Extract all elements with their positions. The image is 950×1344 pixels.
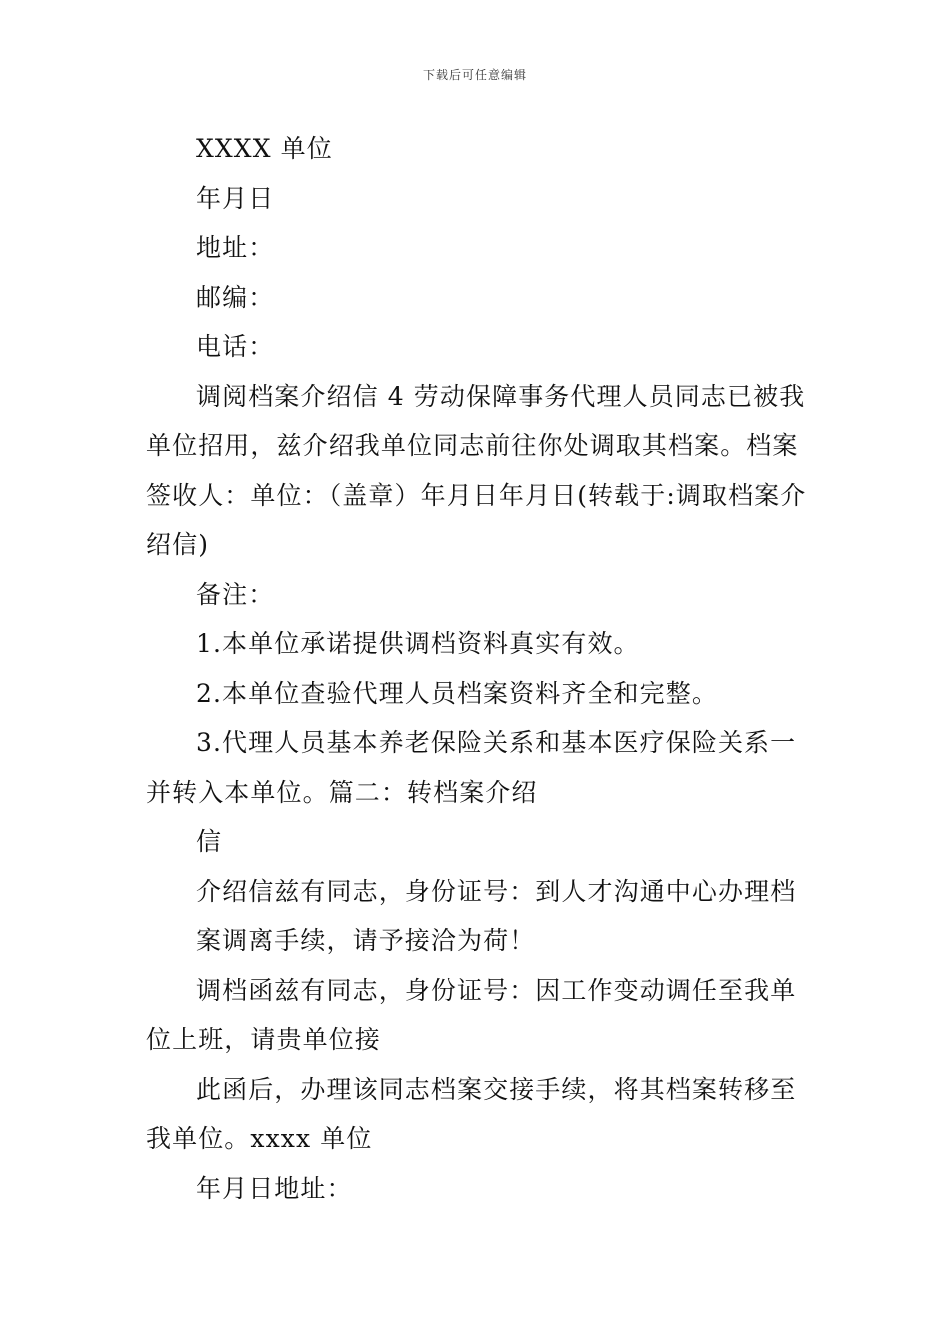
paragraph-letter: 调阅档案介绍信 4 劳动保障事务代理人员同志已被我单位招用，兹介绍我单位同志前往你处调取其档案。档案签收人：单位：（盖章）年月日年月日(转载于:调取档案介绍信) xyxy=(146,381,807,559)
paragraph-remark-1: 1.本单位承诺提供调档资料真实有效。 xyxy=(196,629,640,658)
paragraph-date: 年月日 xyxy=(196,183,275,213)
header-note: 下载后可任意编辑 xyxy=(422,68,527,82)
paragraph-remark-3: 3.代理人员基本养老保险关系和基本医疗保险关系一并转入本单位。篇二：转档案介绍 xyxy=(146,728,797,807)
paragraph-phone: 电话： xyxy=(196,332,275,361)
paragraph-remarks: 备注： xyxy=(196,579,275,609)
paragraph-address: 地址： xyxy=(196,233,275,262)
paragraph-postcode: 邮编： xyxy=(196,282,275,312)
paragraph-transfer-letter: 调档函兹有同志，身份证号：因工作变动调任至我单位上班，请贵单位接 xyxy=(146,975,797,1054)
paragraph-letter-word: 信 xyxy=(196,827,223,856)
paragraph-intro-letter-cont: 案调离手续，请予接洽为荷！ xyxy=(196,926,536,955)
paragraph-date-address: 年月日地址： xyxy=(196,1173,353,1203)
paragraph-transfer-letter-cont: 此函后，办理该同志档案交接手续，将其档案转移至我单位。xxxx 单位 xyxy=(146,1074,797,1153)
document-body xyxy=(146,124,808,1213)
paragraph-intro-letter: 介绍信兹有同志，身份证号：到人才沟通中心办理档 xyxy=(196,876,797,906)
paragraph-unit: XXXX 单位 xyxy=(196,134,333,163)
paragraph-remark-2: 2.本单位查验代理人员档案资料齐全和完整。 xyxy=(196,678,718,708)
